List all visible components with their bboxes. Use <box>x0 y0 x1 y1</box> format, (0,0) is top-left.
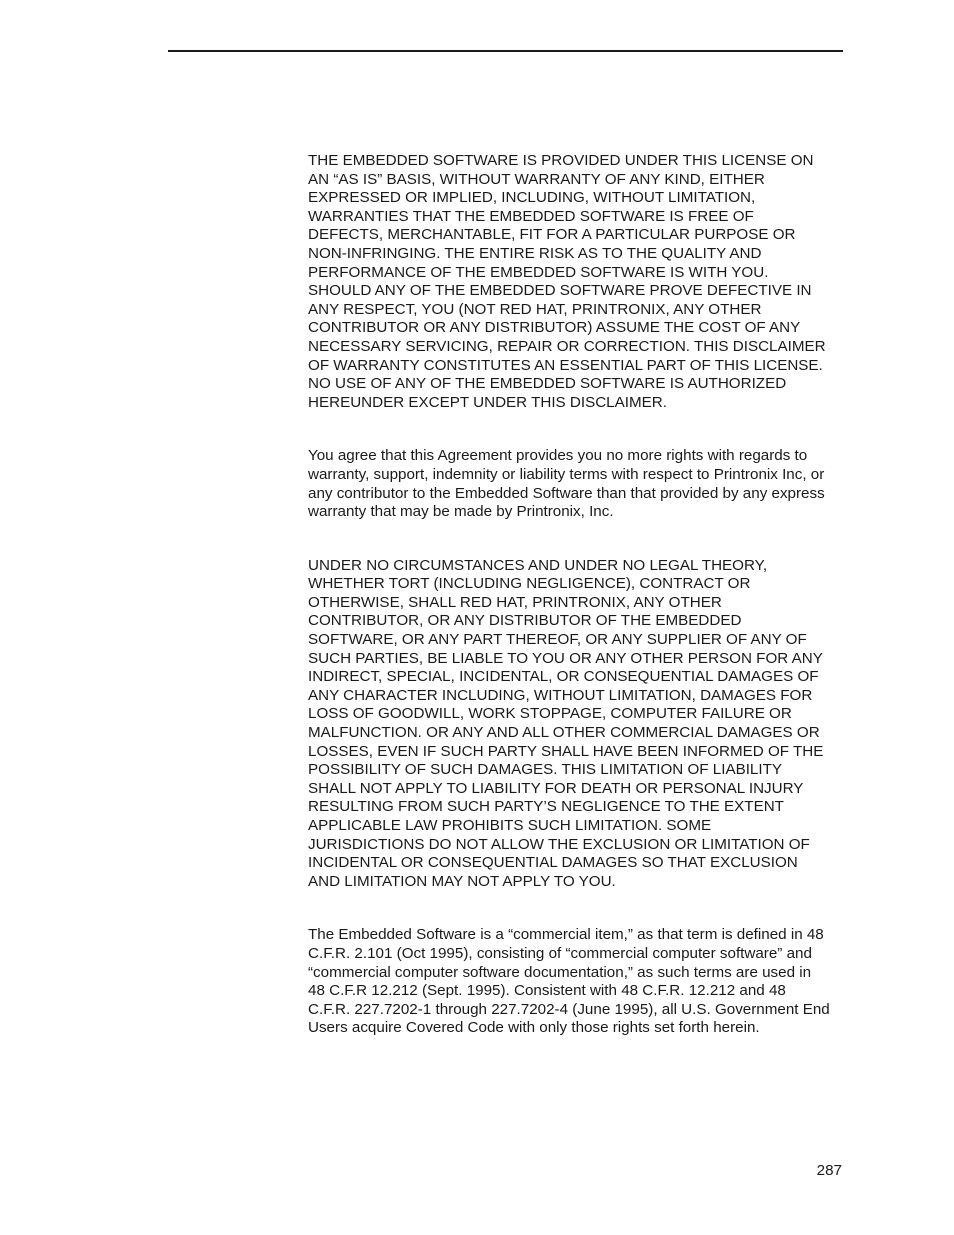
text-line: CONTRIBUTOR, OR ANY DISTRIBUTOR OF THE EMBEDDED <box>308 612 742 630</box>
limitation-of-liability-paragraph <box>308 557 848 892</box>
text-line: warranty, support, indemnity or liability terms with respect to Printronix Inc, or <box>308 465 825 483</box>
text-line: WHETHER TORT (INCLUDING NEGLIGENCE), CONTRACT OR <box>308 575 751 593</box>
text-line: ANY CHARACTER INCLUDING, WITHOUT LIMITATION, DAMAGES FOR <box>308 686 813 704</box>
text-line: CONTRIBUTOR OR ANY DISTRIBUTOR) ASSUME THE COST OF ANY <box>308 319 801 337</box>
text-line: RESULTING FROM SUCH PARTY’S NEGLIGENCE TO THE EXTENT <box>308 798 784 816</box>
page-number: 287 <box>816 1162 842 1179</box>
header-rule <box>168 50 843 52</box>
text-line: HEREUNDER EXCEPT UNDER THIS DISCLAIMER. <box>308 393 667 411</box>
text-line: any contributor to the Embedded Software than that provided by any express <box>308 484 825 502</box>
text-line: WARRANTIES THAT THE EMBEDDED SOFTWARE IS FREE OF <box>308 207 754 225</box>
warranty-disclaimer-paragraph <box>308 152 848 412</box>
agreement-rights-paragraph <box>308 447 848 521</box>
text-line: warranty that may be made by Printronix, Inc. <box>308 503 614 521</box>
text-line: AN “AS IS” BASIS, WITHOUT WARRANTY OF ANY KIND, EITHER <box>308 170 765 188</box>
text-line: Users acquire Covered Code with only those rights set forth herein. <box>308 1019 760 1037</box>
text-line: You agree that this Agreement provides you no more rights with regards to <box>308 447 808 465</box>
text-line: THE EMBEDDED SOFTWARE IS PROVIDED UNDER THIS LICENSE ON <box>308 152 814 169</box>
text-line: OF WARRANTY CONSTITUTES AN ESSENTIAL PART OF THIS LICENSE. <box>308 356 823 374</box>
text-line: INCIDENTAL OR CONSEQUENTIAL DAMAGES SO THAT EXCLUSION <box>308 854 798 872</box>
government-end-users-paragraph <box>308 926 848 1038</box>
text-line: SUCH PARTIES, BE LIABLE TO YOU OR ANY OTHER PERSON FOR ANY <box>308 649 823 667</box>
text-line: UNDER NO CIRCUMSTANCES AND UNDER NO LEGAL THEORY, <box>308 556 768 574</box>
text-line: C.F.R. 2.101 (Oct 1995), consisting of “commercial computer software” and <box>308 944 812 962</box>
text-line: SHALL NOT APPLY TO LIABILITY FOR DEATH OR PERSONAL INJURY <box>308 779 804 797</box>
text-line: C.F.R. 227.7202-1 through 227.7202-4 (June 1995), all U.S. Government End <box>308 1000 830 1018</box>
text-line: MALFUNCTION. OR ANY AND ALL OTHER COMMERCIAL DAMAGES OR <box>308 724 820 742</box>
text-line: SOFTWARE, OR ANY PART THEREOF, OR ANY SUPPLIER OF ANY OF <box>308 631 807 649</box>
text-line: INDIRECT, SPECIAL, INCIDENTAL, OR CONSEQUENTIAL DAMAGES OF <box>308 668 819 686</box>
text-line: SHOULD ANY OF THE EMBEDDED SOFTWARE PROVE DEFECTIVE IN <box>308 282 812 300</box>
text-line: EXPRESSED OR IMPLIED, INCLUDING, WITHOUT LIMITATION, <box>308 189 756 207</box>
text-line: LOSSES, EVEN IF SUCH PARTY SHALL HAVE BEEN INFORMED OF THE <box>308 742 824 760</box>
text-line: AND LIMITATION MAY NOT APPLY TO YOU. <box>308 872 616 890</box>
text-line: “commercial computer software documentation,” as such terms are used in <box>308 963 812 981</box>
text-line: OTHERWISE, SHALL RED HAT, PRINTRONIX, ANY OTHER <box>308 593 722 611</box>
document-body <box>308 152 848 1038</box>
text-line: DEFECTS, MERCHANTABLE, FIT FOR A PARTICULAR PURPOSE OR <box>308 226 796 244</box>
text-line: The Embedded Software is a “commercial item,” as that term is defined in 48 <box>308 926 824 944</box>
text-line: NECESSARY SERVICING, REPAIR OR CORRECTION. THIS DISCLAIMER <box>308 337 826 355</box>
text-line: 48 C.F.R 12.212 (Sept. 1995). Consistent with 48 C.F.R. 12.212 and 48 <box>308 982 786 1000</box>
text-line: LOSS OF GOODWILL, WORK STOPPAGE, COMPUTER FAILURE OR <box>308 705 792 723</box>
text-line: APPLICABLE LAW PROHIBITS SUCH LIMITATION. SOME <box>308 817 712 834</box>
text-line: PERFORMANCE OF THE EMBEDDED SOFTWARE IS WITH YOU. <box>308 263 769 281</box>
text-line: NO USE OF ANY OF THE EMBEDDED SOFTWARE IS AUTHORIZED <box>308 375 787 393</box>
text-line: POSSIBILITY OF SUCH DAMAGES. THIS LIMITATION OF LIABILITY <box>308 761 782 779</box>
text-line: ANY RESPECT, YOU (NOT RED HAT, PRINTRONIX, ANY OTHER <box>308 300 762 318</box>
text-line: JURISDICTIONS DO NOT ALLOW THE EXCLUSION OR LIMITATION OF <box>308 835 810 853</box>
text-line: NON-INFRINGING. THE ENTIRE RISK AS TO THE QUALITY AND <box>308 244 762 262</box>
